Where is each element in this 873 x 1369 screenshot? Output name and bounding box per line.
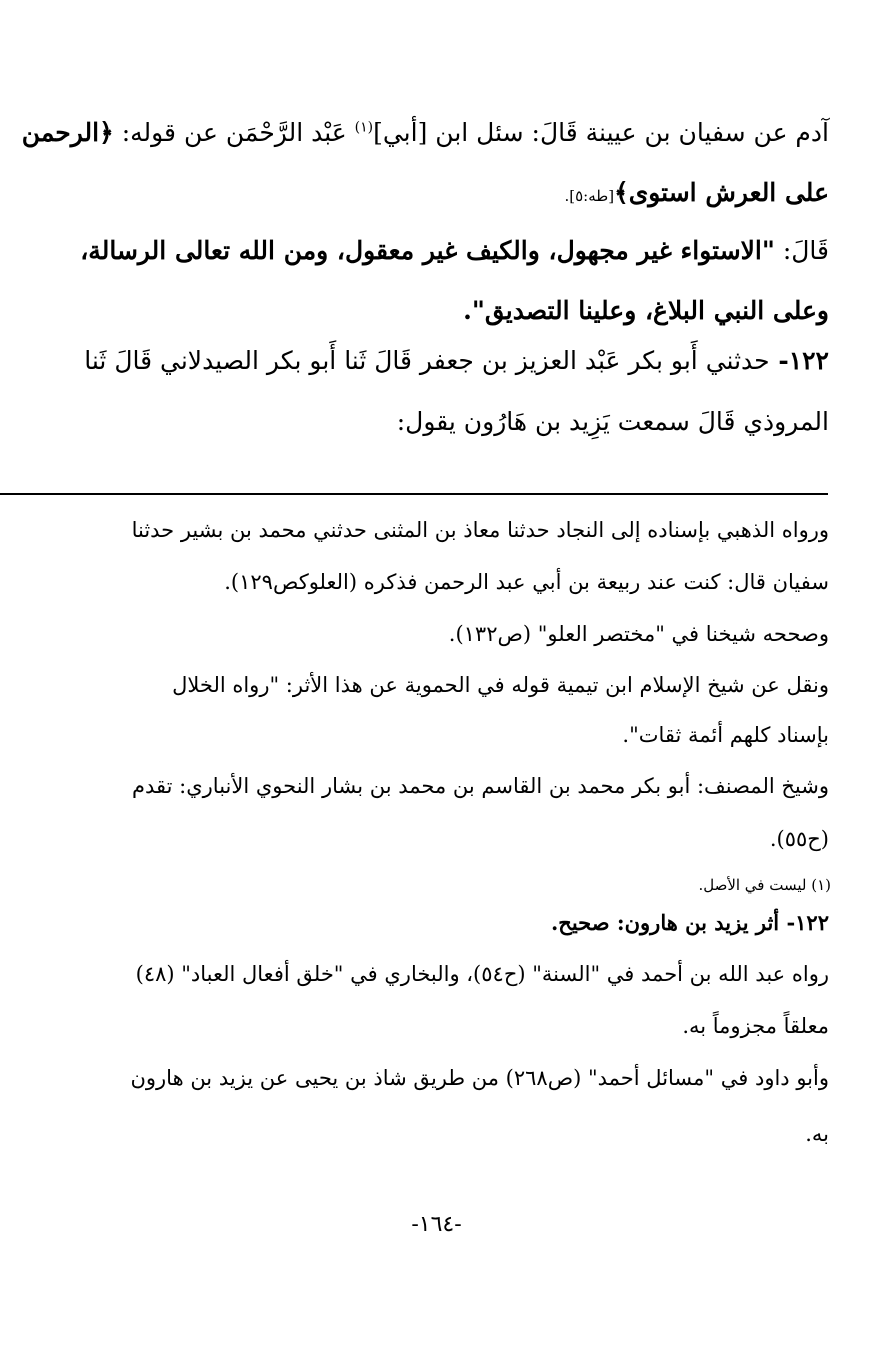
quran-quote-start: ﴿الرحمن (21, 118, 114, 147)
main-line-3 (80, 236, 829, 265)
page-number: -١٦٤- (411, 1212, 462, 1237)
main-line-4: وعلى النبي البلاغ، وعلينا التصديق". (463, 296, 829, 325)
main-line-3-text-a: قَالَ: (774, 236, 829, 265)
footnote-line-8: (١) ليست في الأصل. (698, 876, 831, 894)
footnote-marker: (١) (354, 119, 374, 136)
quran-quote-end: على العرش استوى﴾ (614, 178, 829, 207)
footnote-line-2: سفيان قال: كنت عند ربيعة بن أبي عبد الرحمن فذكره (العلوكص١٢٩). (224, 570, 829, 594)
main-line-5 (84, 346, 829, 375)
footnote-line-12: وأبو داود في "مسائل أحمد" (ص٢٦٨) من طريق شاذ بن يحيى عن يزيد بن هارون (130, 1066, 829, 1090)
main-line-1 (22, 118, 829, 147)
footnote-line-13: به. (805, 1122, 829, 1146)
footnote-separator (0, 493, 828, 495)
footnote-line-11: معلقاً مجزوماً به. (682, 1014, 829, 1038)
footnote-line-5: بإسناد كلهم أئمة ثقات". (622, 723, 829, 747)
main-line-3-quote: "الاستواء غير مجهول، والكيف غير معقول، ومن الله تعالى الرسالة، (80, 236, 775, 265)
main-line-6: المروذي قَالَ سمعت يَزِيد بن هَارُون يقول: (396, 407, 829, 436)
footnote-line-6: وشيخ المصنف: أبو بكر محمد بن القاسم بن محمد بن بشار النحوي الأنباري: تقدم (131, 774, 829, 798)
footnote-line-10: رواه عبد الله بن أحمد في "السنة" (ح٥٤)، والبخاري في "خلق أفعال العباد" (٤٨) (135, 962, 829, 986)
footnote-line-3: وصححه شيخنا في "مختصر العلو" (ص١٣٢). (448, 622, 829, 646)
main-line-5-text: حدثني أَبو بكر عَبْد العزيز بن جعفر قَالَ ثَنا أَبو بكر الصيدلاني قَالَ ثَنا (84, 346, 770, 375)
main-line-1-text-b: عَبْد الرَّحْمَن عن قوله: (113, 118, 355, 147)
main-line-1-text-a: آدم عن سفيان بن عيينة قَالَ: سئل ابن [أبي] (373, 118, 829, 147)
footnote-line-7: (ح٥٥). (769, 827, 829, 851)
footnote-line-1: ورواه الذهبي بإسناده إلى النجاد حدثنا معاذ بن المثنى حدثني محمد بن بشير حدثنا (131, 518, 829, 542)
quran-reference: [طه:٥]. (564, 187, 615, 205)
narration-number: ١٢٢- (769, 346, 829, 375)
main-line-2 (564, 178, 829, 207)
footnote-line-4: ونقل عن شيخ الإسلام ابن تيمية قوله في الحموية عن هذا الأثر: "رواه الخلال (172, 673, 829, 697)
footnote-heading: ١٢٢- أثر يزيد بن هارون: صحيح. (550, 910, 829, 935)
